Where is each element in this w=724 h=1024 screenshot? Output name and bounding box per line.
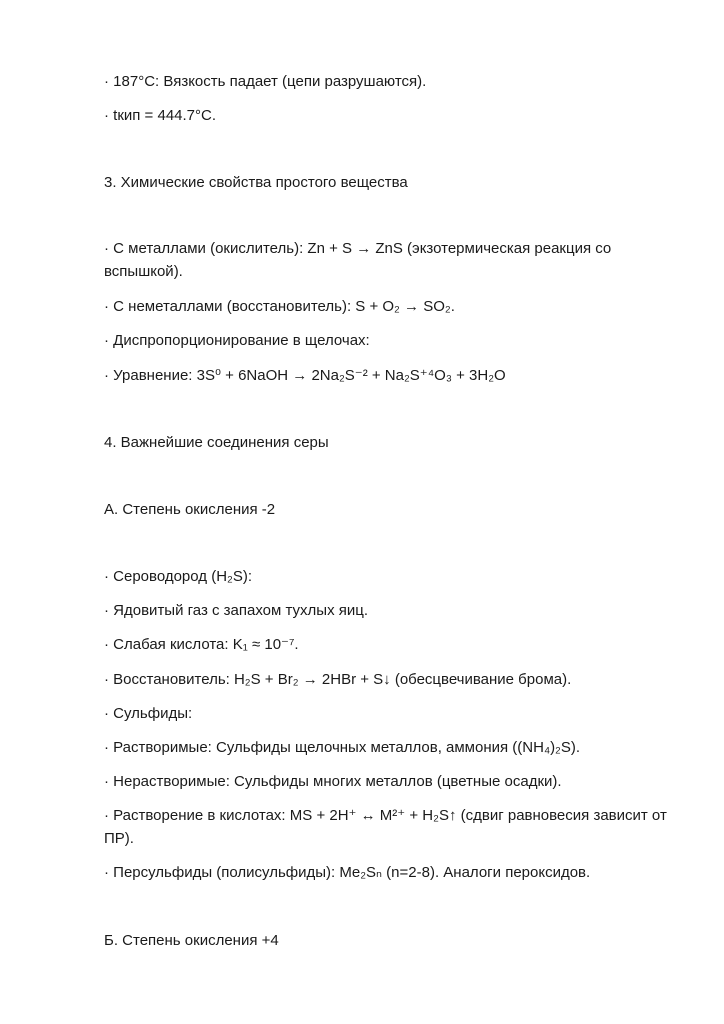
subheading-oxidation-plus-4: Б. Степень окисления +4 <box>104 932 279 949</box>
section-heading-compounds: 4. Важнейшие соединения серы <box>104 434 329 451</box>
bullet-hydrogen-sulfide: · Сероводород (H₂S): <box>104 568 253 585</box>
bullet-reducing-agent: · Восстановитель: H₂S + Br₂ → 2HBr + S↓ (обесцвечивание брома). <box>104 671 572 688</box>
bullet-weak-acid: · Слабая кислота: K₁ ≈ 10⁻⁷. <box>104 636 299 653</box>
bullet-persulfides: · Персульфиды (полисульфиды): Me₂Sₙ (n=2-8). Аналоги пероксидов. <box>104 864 591 881</box>
bullet-toxic-gas: · Ядовитый газ с запахом тухлых яиц. <box>104 602 369 619</box>
bullet-metals: · С металлами (окислитель): Zn + S → ZnS (экзотермическая реакция со вспышкой). <box>104 240 612 280</box>
bullet-dissolution-in-acids: · Растворение в кислотах: MS + 2H⁺ ↔ M²⁺ + H₂S↑ (сдвиг равновесия зависит от ПР). <box>104 807 667 847</box>
bullet-boiling-point: · tкип = 444.7°C. <box>104 107 217 124</box>
bullet-disproportionation: · Диспропорционирование в щелочах: <box>104 332 370 349</box>
bullet-sulfides: · Сульфиды: <box>104 705 193 722</box>
section-heading-chemical-properties: 3. Химические свойства простого вещества <box>104 174 408 191</box>
bullet-viscosity: · 187°C: Вязкость падает (цепи разрушаются). <box>104 73 427 90</box>
bullet-soluble: · Растворимые: Сульфиды щелочных металлов, аммония ((NH₄)₂S). <box>104 739 581 756</box>
subheading-oxidation-minus-2: А. Степень окисления -2 <box>104 501 276 518</box>
bullet-nonmetals: · С неметаллами (восстановитель): S + O₂ → SO₂. <box>104 298 455 315</box>
bullet-equation: · Уравнение: 3S⁰ + 6NaOH → 2Na₂S⁻² + Na₂S⁺⁴O₃ + 3H₂O <box>104 367 506 384</box>
bullet-insoluble: · Нерастворимые: Сульфиды многих металлов (цветные осадки). <box>104 773 562 790</box>
